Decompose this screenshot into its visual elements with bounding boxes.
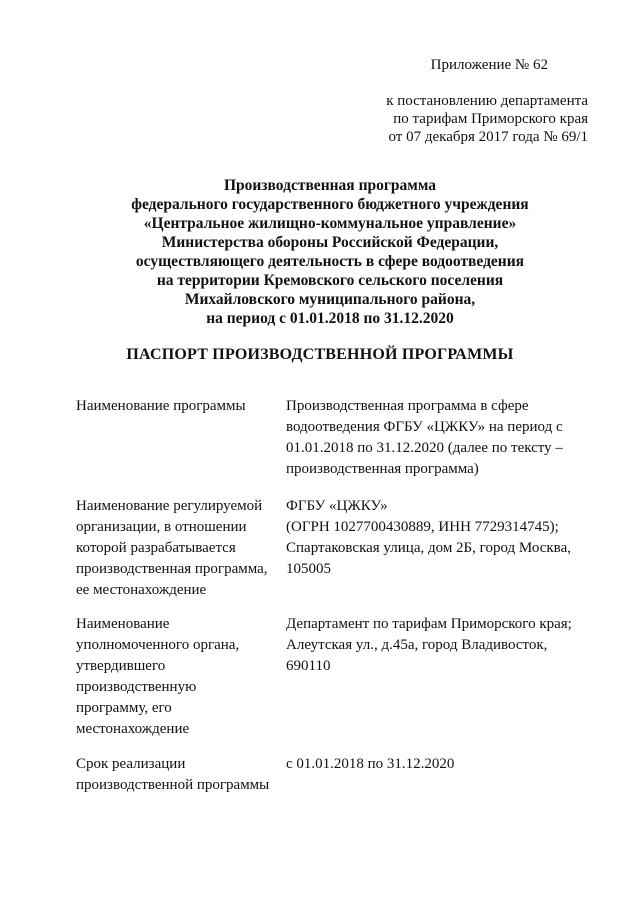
label-line: которой разрабатывается (76, 540, 236, 556)
label-line: Наименование программы (76, 398, 246, 414)
row-value (286, 754, 586, 775)
row-label (76, 396, 278, 417)
title-line: «Центральное жилищно-коммунальное управление» (143, 215, 517, 232)
decree-line: по тарифам Приморского края (393, 111, 588, 127)
value-line: 105005 (286, 561, 331, 577)
value-line: (ОГРН 1027700430889, ИНН 7729314745); (286, 519, 559, 535)
row-value (286, 496, 586, 580)
label-line: уполномоченного органа, (76, 637, 240, 653)
title-line: на территории Кремовского сельского поселения (156, 272, 504, 289)
title-line: Производственная программа (223, 177, 437, 194)
title-line: федерального государственного бюджетного учреждения (131, 196, 529, 213)
value-line: водоотведения ФГБУ «ЦЖКУ» на период с (286, 419, 563, 435)
decree-line: от 07 декабря 2017 года № 69/1 (388, 129, 588, 145)
value-line: производственная программа) (286, 461, 479, 477)
title-line: Михайловского муниципального района, (184, 291, 476, 308)
label-line: ее местонахождение (76, 582, 207, 598)
value-line: Алеутская ул., д.45а, город Владивосток, (286, 637, 548, 653)
row-value (286, 396, 586, 480)
value-line: Спартаковская улица, дом 2Б, город Москва, (286, 540, 571, 556)
passport-title: ПАСПОРТ ПРОИЗВОДСТВЕННОЙ ПРОГРАММЫ (126, 346, 514, 363)
row-label (76, 614, 278, 740)
value-line: ФГБУ «ЦЖКУ» (286, 498, 388, 514)
appendix-number: Приложение № 62 (430, 57, 548, 73)
label-line: Наименование (76, 616, 170, 632)
row-value (286, 614, 586, 677)
label-line: производственную (76, 679, 197, 695)
title-line: на период с 01.01.2018 по 31.12.2020 (206, 310, 454, 327)
title-line: Министерства обороны Российской Федерации, (161, 234, 499, 251)
value-line: с 01.01.2018 по 31.12.2020 (286, 756, 455, 772)
row-label (76, 496, 278, 601)
label-line: Срок реализации (76, 756, 186, 772)
label-line: организации, в отношении (76, 519, 247, 535)
row-label (76, 754, 278, 796)
value-line: Департамент по тарифам Приморского края; (286, 616, 572, 632)
label-line: Наименование регулируемой (76, 498, 263, 514)
decree-line: к постановлению департамента (386, 93, 588, 109)
value-line: 690110 (286, 658, 331, 674)
label-line: программу, его (76, 700, 172, 716)
label-line: производственная программа, (76, 561, 268, 577)
value-line: Производственная программа в сфере (286, 398, 529, 414)
decree-reference (386, 92, 588, 146)
title-line: осуществляющего деятельность в сфере водоотведения (135, 253, 525, 270)
label-line: местонахождение (76, 721, 190, 737)
label-line: утвердившего (76, 658, 166, 674)
label-line: производственной программы (76, 777, 270, 793)
program-title (40, 176, 620, 328)
value-line: 01.01.2018 по 31.12.2020 (далее по тексту – (286, 440, 563, 456)
